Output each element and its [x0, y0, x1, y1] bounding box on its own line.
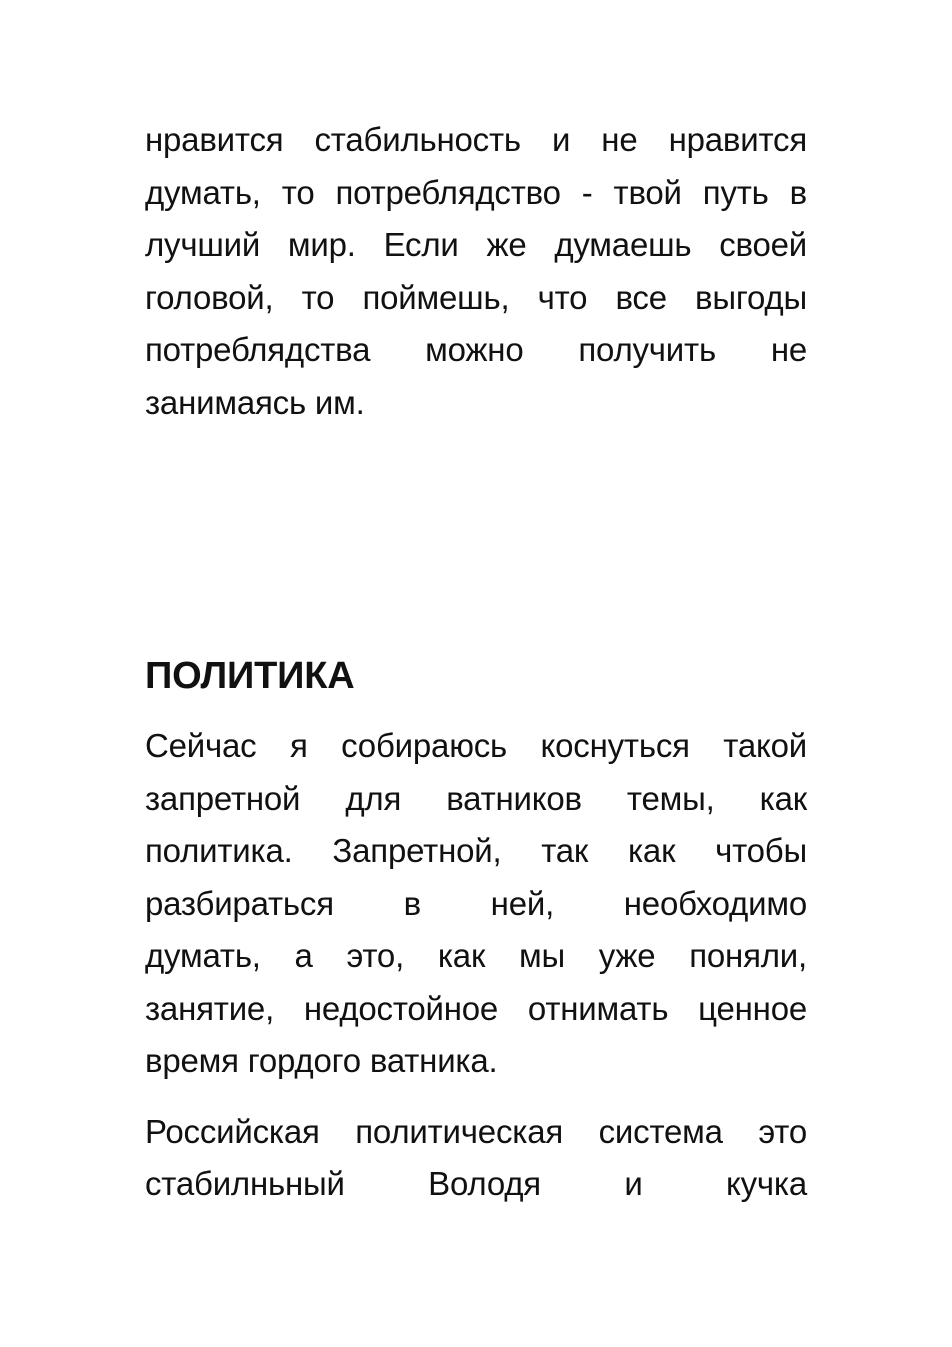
text-line: Сейчас я собираюсь коснуться такой [145, 727, 807, 764]
text-line: думать, а это, как мы уже поняли, [145, 937, 807, 974]
text-line: головой, то поймешь, что все выгоды [145, 278, 807, 316]
paragraph-consumerism-conclusion [145, 114, 807, 429]
text-line: потреблядства можно получить не [145, 331, 807, 368]
text-line: занимаясь им. [145, 383, 365, 421]
text-line: думать, то потреблядство - твой путь в [145, 173, 807, 211]
paragraph-political-system [145, 1106, 807, 1211]
text-line: лучший мир. Если же думаешь своей [145, 226, 807, 263]
text-line: нравится стабильность и не нравится [145, 121, 807, 158]
text-line: стабилньный Володя и кучка [145, 1165, 807, 1202]
paragraph-politics-intro [145, 720, 807, 1088]
text-line: занятие, недостойное отнимать ценное [145, 989, 807, 1027]
text-line: Российская политическая система это [145, 1112, 807, 1150]
text-line: запретной для ватников темы, как [145, 779, 807, 817]
text-line: разбираться в ней, необходимо [145, 884, 807, 922]
text-line: время гордого ватника. [145, 1042, 498, 1079]
text-line: политика. Запретной, так как чтобы [145, 832, 807, 869]
chapter-heading-politics: ПОЛИТИКА [145, 655, 355, 697]
